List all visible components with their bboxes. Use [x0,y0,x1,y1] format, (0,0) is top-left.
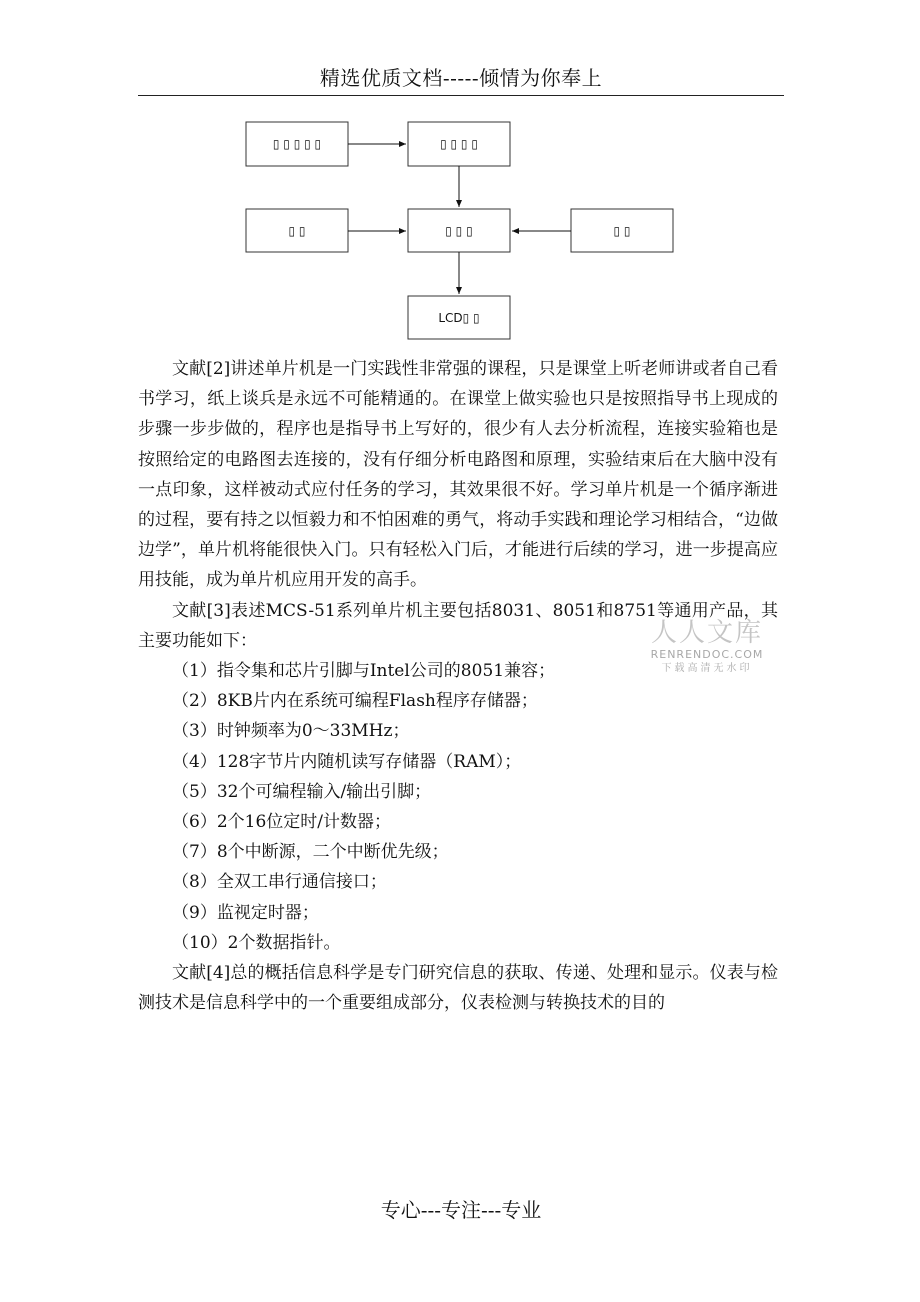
list-item: （9）监视定时器； [172,902,319,923]
diagram-box-sensor [246,122,348,166]
page-footer: 专心---专注---专业 [380,1198,542,1222]
diagram-box-lcd [408,296,510,339]
diagram-box-sensor-label: ▯ ▯ ▯ ▯ ▯ [272,137,322,151]
diagram-box-converter-label: ▯ ▯ ▯ ▯ [440,137,478,151]
list-item: （10）2个数据指针。 [172,932,341,953]
watermark-en: RENRENDOC.COM [650,648,764,661]
paragraph-literature-2: 文献[2]讲述单片机是一门实践性非常强的课程，只是课堂上听老师讲或者自己看书学习，纸上谈兵是永远不可能精通的。在课堂上做实验也只是按照指导书上现成的步骤一步步做的，程序也是指导书上写好的，很少有人去分析流程，连接实验箱也是按照给定的电路图去连接的，没有仔细分析电路图和原理，实验结束后在大脑中没有一点印象，这样被动式应付任务的学习，其效果很不好。学习单片机是一个循序渐进的过程，要有持之以恒毅力和不怕困难的勇气，将动手实践和理论学习相结合，“边做边学”，单片机将能很快入门。只有轻松入门后，才能进行后续的学习，进一步提高应用技能，成为单片机应用开发的高手。 [138,359,778,591]
list-item: （5）32个可编程输入/输出引脚； [172,781,432,802]
diagram-box-mcu [408,209,510,252]
list-item: （6）2个16位定时/计数器； [172,812,391,833]
paragraph-literature-4: 文献[4]总的概括信息科学是专门研究信息的获取、传递、处理和显示。仪表与检测技术是信息科学中的一个重要组成部分，仪表检测与转换技术的目的 [138,963,778,1014]
watermark-logo [640,618,774,675]
diagram-box-lcd-label: LCD▯ ▯ [438,311,480,325]
paragraph-literature-3: 文献[3]表述MCS-51系列单片机主要包括8031、8051和8751等通用产品，其主要功能如下： [138,600,778,651]
diagram-box-mcu-label: ▯ ▯ ▯ [445,224,473,238]
diagram-box-right-input-label: ▯ ▯ [613,224,631,238]
block-diagram [0,0,920,350]
page-header: 精选优质文档-----倾情为你奉上 [319,66,603,90]
body-text [138,354,778,1018]
list-item: （1）指令集和芯片引脚与Intel公司的8051兼容； [172,661,556,682]
diagram-box-converter [408,122,510,166]
list-item: （7）8个中断源，二个中断优先级； [172,842,449,863]
list-item: （3）时钟频率为0～33MHz； [172,721,410,742]
watermark-sub: 下载高清无水印 [661,663,753,674]
list-item: （4）128字节片内随机读写存储器（RAM）； [172,751,522,772]
diagram-box-left-input [246,209,348,252]
diagram-box-left-input-label: ▯ ▯ [288,224,306,238]
list-item: （8）全双工串行通信接口； [172,872,387,893]
diagram-box-right-input [571,209,673,252]
watermark-cn: 人人文库 [650,618,763,648]
list-item: （2）8KB片内在系统可编程Flash程序存储器； [172,691,538,712]
